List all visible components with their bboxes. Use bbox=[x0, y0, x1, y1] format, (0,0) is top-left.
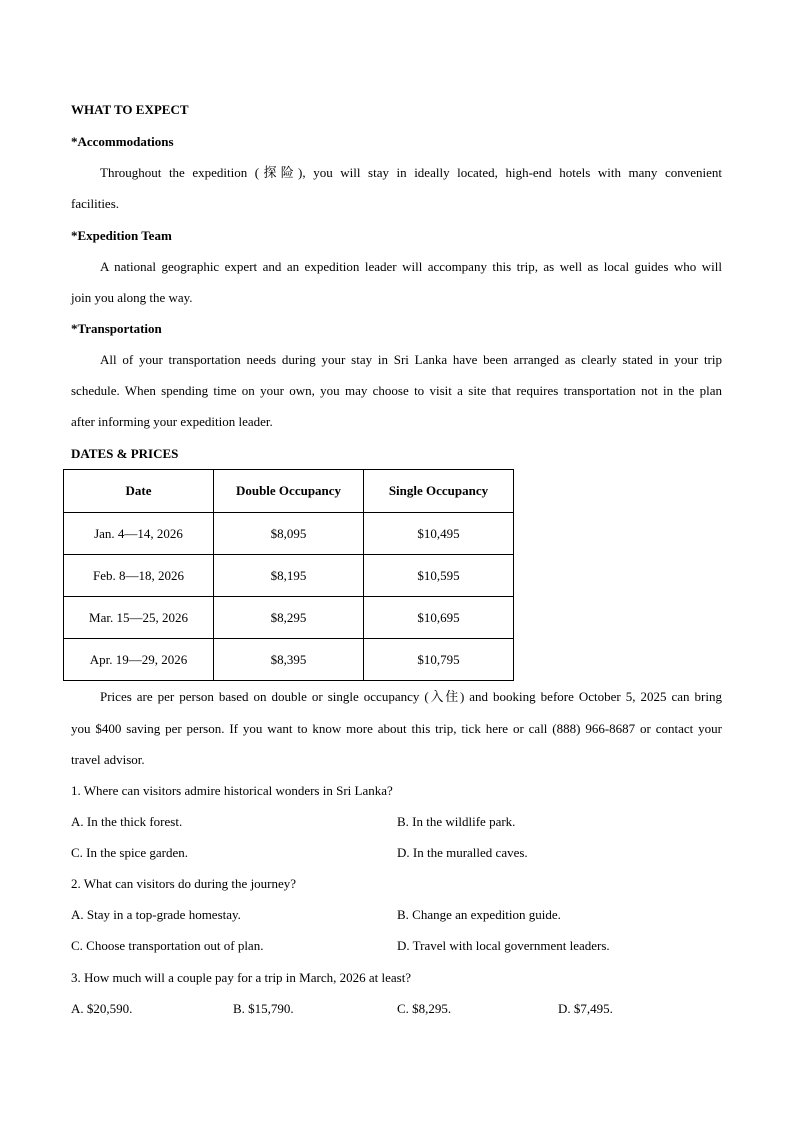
cell-double: $8,195 bbox=[214, 555, 364, 597]
question-3: 3. How much will a couple pay for a trip in March, 2026 at least? bbox=[71, 970, 412, 985]
cell-date: Jan. 4—14, 2026 bbox=[64, 513, 214, 555]
column-header: Date bbox=[64, 470, 214, 513]
cell-double: $8,395 bbox=[214, 639, 364, 681]
table-row bbox=[64, 639, 514, 681]
table-row bbox=[64, 555, 514, 597]
option-a: A. Stay in a top-grade homestay. bbox=[71, 907, 241, 922]
paragraph-line: All of your transportation needs during your stay in Sri Lanka have been arranged as clearly stated in your trip bbox=[100, 352, 722, 367]
table-row bbox=[64, 597, 514, 639]
question-2: 2. What can visitors do during the journey? bbox=[71, 876, 297, 891]
section-heading: WHAT TO EXPECT bbox=[71, 102, 189, 117]
prices-table bbox=[63, 469, 514, 681]
accommodations-title: *Accommodations bbox=[71, 134, 174, 149]
team-title: *Expedition Team bbox=[71, 228, 172, 243]
option-d: D. Travel with local government leaders. bbox=[397, 938, 610, 953]
cell-double: $8,095 bbox=[214, 513, 364, 555]
cell-date: Feb. 8—18, 2026 bbox=[64, 555, 214, 597]
option-d: D. $7,495. bbox=[558, 1001, 613, 1016]
option-a: A. $20,590. bbox=[71, 1001, 133, 1016]
column-header: Double Occupancy bbox=[214, 470, 364, 513]
option-a: A. In the thick forest. bbox=[71, 814, 183, 829]
column-header: Single Occupancy bbox=[364, 470, 514, 513]
table-header-row bbox=[64, 470, 514, 513]
question-1: 1. Where can visitors admire historical wonders in Sri Lanka? bbox=[71, 783, 393, 798]
option-b: B. In the wildlife park. bbox=[397, 814, 516, 829]
paragraph-line: you $400 saving per person. If you want to know more about this trip, tick here or call (888) 966-8687 or contact your bbox=[71, 721, 722, 736]
option-d: D. In the muralled caves. bbox=[397, 845, 528, 860]
cell-single: $10,695 bbox=[364, 597, 514, 639]
cell-single: $10,595 bbox=[364, 555, 514, 597]
option-c: C. $8,295. bbox=[397, 1001, 452, 1016]
paragraph-line: Prices are per person based on double or single occupancy (入住) and booking before October 5, 2025 can bring bbox=[100, 689, 722, 704]
paragraph-line: facilities. bbox=[71, 196, 120, 211]
cell-single: $10,495 bbox=[364, 513, 514, 555]
option-c: C. Choose transportation out of plan. bbox=[71, 938, 264, 953]
table-row bbox=[64, 513, 514, 555]
paragraph-line: Throughout the expedition (探险), you will stay in ideally located, high-end hotels with many convenient bbox=[100, 165, 722, 180]
paragraph-line: A national geographic expert and an expedition leader will accompany this trip, as well as local guides who will bbox=[100, 259, 722, 274]
transport-title: *Transportation bbox=[71, 321, 162, 336]
dates-heading: DATES & PRICES bbox=[71, 446, 179, 461]
paragraph-line: after informing your expedition leader. bbox=[71, 414, 273, 429]
paragraph-line: travel advisor. bbox=[71, 752, 145, 767]
option-b: B. $15,790. bbox=[233, 1001, 294, 1016]
paragraph-line: join you along the way. bbox=[71, 290, 193, 305]
paragraph-line: schedule. When spending time on your own, you may choose to visit a site that requires transportation not in the plan bbox=[71, 383, 722, 398]
cell-double: $8,295 bbox=[214, 597, 364, 639]
option-c: C. In the spice garden. bbox=[71, 845, 188, 860]
option-b: B. Change an expedition guide. bbox=[397, 907, 561, 922]
cell-date: Mar. 15—25, 2026 bbox=[64, 597, 214, 639]
cell-date: Apr. 19—29, 2026 bbox=[64, 639, 214, 681]
cell-single: $10,795 bbox=[364, 639, 514, 681]
